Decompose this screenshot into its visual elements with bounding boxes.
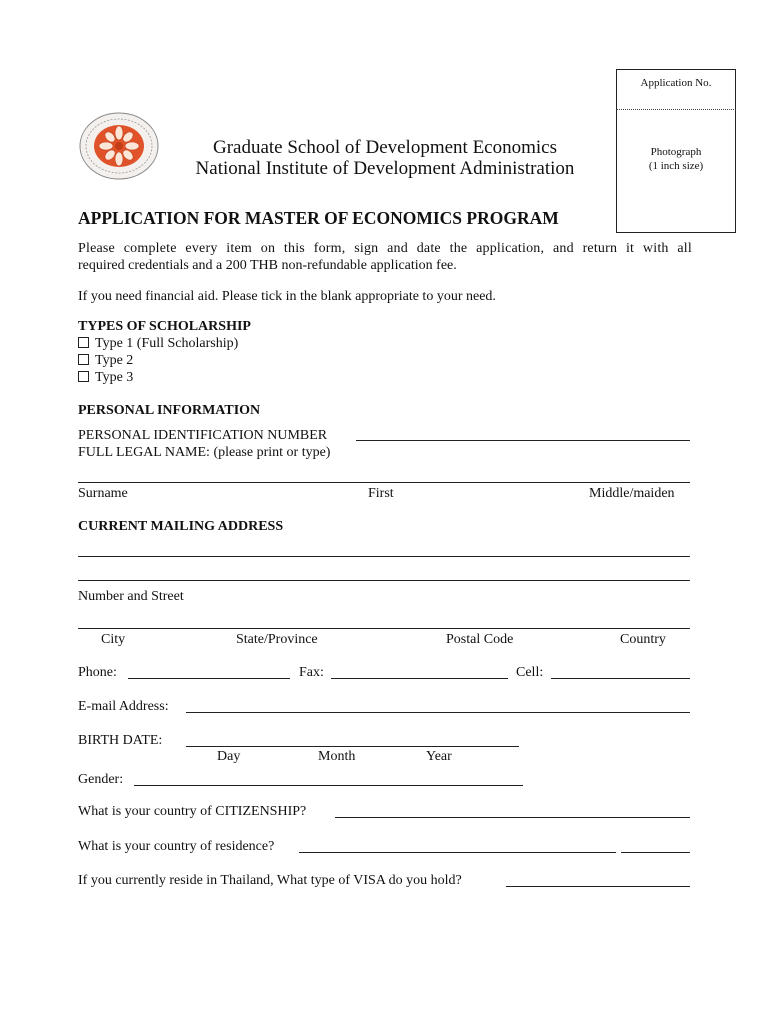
- scholarship-option-label: Type 3: [95, 370, 134, 385]
- fax-field[interactable]: [331, 678, 508, 679]
- checkbox[interactable]: [78, 371, 89, 382]
- birth-year-label: Year: [426, 749, 452, 764]
- pin-field[interactable]: [356, 440, 690, 441]
- institute-name: National Institute of Development Administration: [195, 158, 575, 179]
- birth-month-label: Month: [318, 749, 356, 764]
- intro-line-1: Please complete every item on this form, sign and date the application, and return it with all: [78, 241, 692, 256]
- address-heading: CURRENT MAILING ADDRESS: [78, 519, 284, 534]
- intro-line-2: required credentials and a 200 THB non-refundable application fee.: [78, 258, 457, 273]
- scholarship-heading: TYPES OF SCHOLARSHIP: [78, 319, 251, 334]
- cell-label: Cell:: [516, 665, 544, 680]
- email-label: E-mail Address:: [78, 699, 169, 714]
- birth-day-label: Day: [217, 749, 241, 764]
- postal-code-label: Postal Code: [446, 632, 514, 647]
- scholarship-option-label: Type 1 (Full Scholarship): [95, 336, 239, 351]
- country-label: Country: [620, 632, 666, 647]
- form-title: APPLICATION FOR MASTER OF ECONOMICS PROGRAM: [78, 208, 559, 228]
- scholarship-option-3[interactable]: [78, 369, 133, 386]
- birth-date-label: BIRTH DATE:: [78, 733, 163, 748]
- full-name-field[interactable]: [78, 482, 690, 483]
- residence-label: What is your country of residence?: [78, 839, 275, 854]
- personal-info-heading: PERSONAL INFORMATION: [78, 403, 261, 418]
- first-name-label: First: [368, 486, 394, 501]
- citizenship-label: What is your country of CITIZENSHIP?: [78, 804, 307, 819]
- photograph-label: Photograph: [650, 146, 702, 158]
- cell-field[interactable]: [551, 678, 690, 679]
- pin-label: PERSONAL IDENTIFICATION NUMBER: [78, 428, 328, 443]
- photograph-size-label: (1 inch size): [648, 160, 704, 172]
- full-name-label: FULL LEGAL NAME: (please print or type): [78, 445, 331, 460]
- visa-field[interactable]: [506, 886, 690, 887]
- application-number-box: [616, 69, 736, 109]
- residence-extra-field[interactable]: [621, 852, 690, 853]
- financial-aid-note: If you need financial aid. Please tick in the blank appropriate to your need.: [78, 289, 496, 304]
- gender-field[interactable]: [134, 785, 523, 786]
- email-field[interactable]: [186, 712, 690, 713]
- scholarship-option-1[interactable]: [78, 335, 238, 352]
- visa-label: If you currently reside in Thailand, What type of VISA do you hold?: [78, 873, 462, 888]
- phone-field[interactable]: [128, 678, 290, 679]
- checkbox[interactable]: [78, 337, 89, 348]
- institute-seal-logo: [78, 111, 160, 181]
- photograph-box: [616, 109, 736, 233]
- residence-field[interactable]: [299, 852, 616, 853]
- scholarship-option-2[interactable]: [78, 352, 133, 369]
- fax-label: Fax:: [299, 665, 324, 680]
- surname-label: Surname: [78, 486, 128, 501]
- citizenship-field[interactable]: [335, 817, 690, 818]
- state-label: State/Province: [236, 632, 318, 647]
- school-name: Graduate School of Development Economics: [212, 137, 557, 158]
- city-label: City: [101, 632, 126, 647]
- street-label: Number and Street: [78, 589, 184, 604]
- city-state-field[interactable]: [78, 628, 690, 629]
- gender-label: Gender:: [78, 772, 124, 787]
- checkbox[interactable]: [78, 354, 89, 365]
- middle-name-label: Middle/maiden: [589, 486, 675, 501]
- birth-date-field[interactable]: [186, 746, 519, 747]
- phone-label: Phone:: [78, 665, 117, 680]
- application-number-label: Application No.: [640, 77, 712, 89]
- scholarship-option-label: Type 2: [95, 353, 134, 368]
- address-line-1-field[interactable]: [78, 556, 690, 557]
- address-line-2-field[interactable]: [78, 580, 690, 581]
